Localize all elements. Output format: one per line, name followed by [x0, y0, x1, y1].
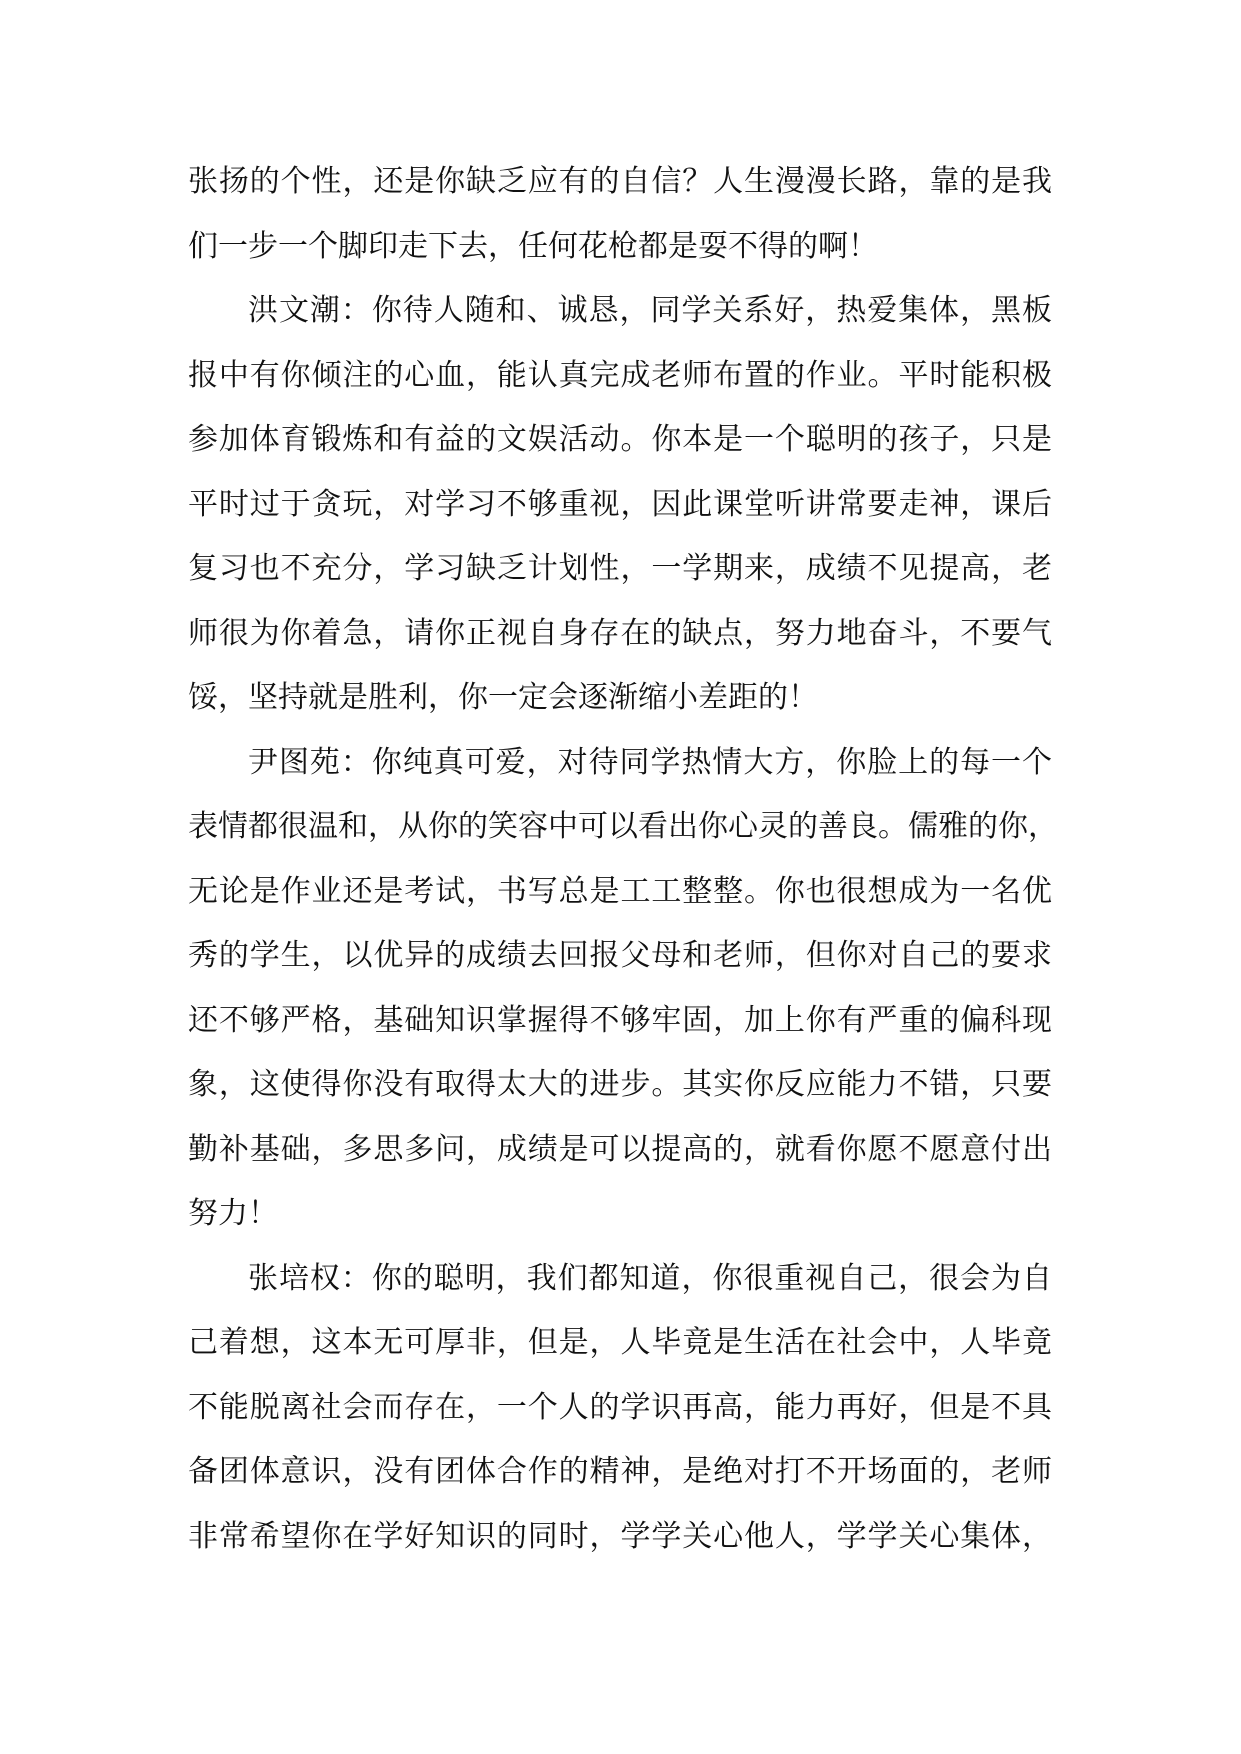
text-line: 象，这使得你没有取得太大的进步。其实你反应能力不错，只要	[188, 1067, 1052, 1102]
text-line: 秀的学生，以优异的成绩去回报父母和老师，但你对自己的要求	[188, 938, 1052, 973]
text-line: 无论是作业还是考试，书写总是工工整整。你也很想成为一名优	[188, 873, 1052, 909]
text-line: 努力！	[188, 1196, 278, 1231]
text-line: 还不够严格，基础知识掌握得不够牢固，加上你有严重的偏科现	[188, 1002, 1052, 1038]
text-line: 非常希望你在学好知识的同时，学学关心他人，学学关心集体，	[188, 1518, 1052, 1554]
text-line: 们一步一个脚印走下去，任何花枪都是耍不得的啊！	[188, 228, 878, 264]
text-line: 张扬的个性，还是你缺乏应有的自信？人生漫漫长路，靠的是我	[188, 164, 1052, 199]
text-line: 平时过于贪玩，对学习不够重视，因此课堂听讲常要走神，课后	[188, 486, 1052, 522]
document-body	[188, 160, 1058, 1579]
text-line: 张培权：你的聪明，我们都知道，你很重视自己，很会为自	[248, 1260, 1052, 1296]
text-line: 表情都很温和，从你的笑容中可以看出你心灵的善良。儒雅的你，	[188, 809, 1058, 844]
text-line: 尹图苑：你纯真可爱，对待同学热情大方，你脸上的每一个	[248, 744, 1052, 780]
text-line: 参加体育锻炼和有益的文娱活动。你本是一个聪明的孩子，只是	[188, 422, 1052, 457]
text-line: 师很为你着急，请你正视自身存在的缺点，努力地奋斗，不要气	[188, 615, 1052, 651]
text-line: 报中有你倾注的心血，能认真完成老师布置的作业。平时能积极	[188, 357, 1052, 393]
text-line: 备团体意识，没有团体合作的精神，是绝对打不开场面的，老师	[188, 1454, 1052, 1489]
text-line: 复习也不充分，学习缺乏计划性，一学期来，成绩不见提高，老	[188, 551, 1052, 586]
text-line: 不能脱离社会而存在，一个人的学识再高，能力再好，但是不具	[188, 1389, 1052, 1425]
text-line: 馁，坚持就是胜利，你一定会逐渐缩小差距的！	[188, 680, 818, 715]
text-line: 洪文潮：你待人随和、诚恳，同学关系好，热爱集体，黑板	[248, 293, 1052, 328]
text-line: 己着想，这本无可厚非，但是，人毕竟是生活在社会中，人毕竟	[188, 1325, 1052, 1360]
text-line: 勤补基础，多思多问，成绩是可以提高的，就看你愿不愿意付出	[188, 1131, 1052, 1167]
